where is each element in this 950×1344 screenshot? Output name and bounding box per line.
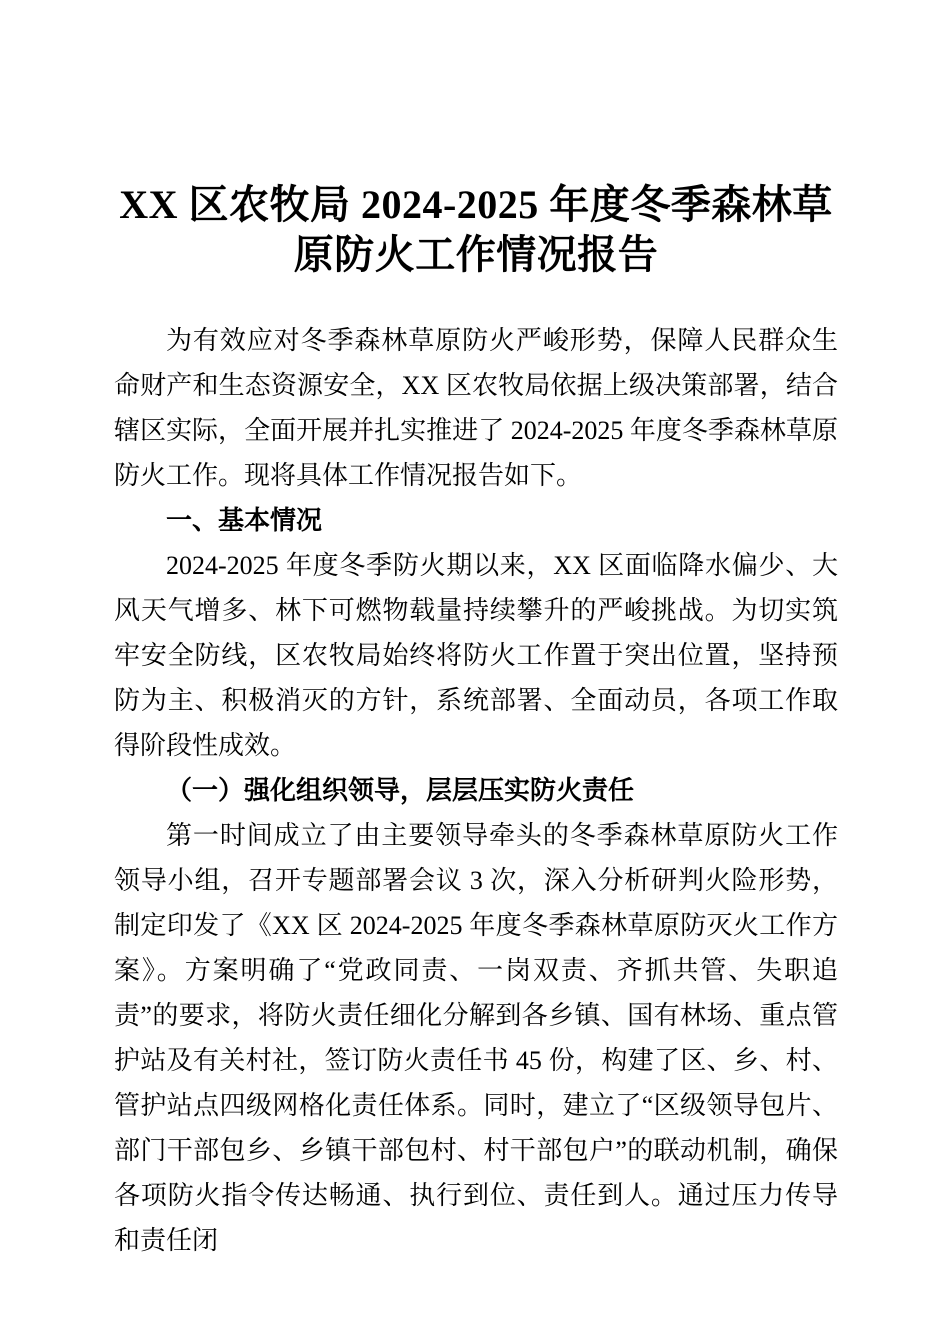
section-heading-basic-situation: 一、基本情况	[166, 506, 323, 535]
paragraph-basic-situation: 2024-2025 年度冬季防火期以来，XX 区面临降水偏少、大风天气增多、林下可燃物载量持续攀升的严峻挑战。为切实筑牢安全防线，区农牧局始终将防火工作置于突出位置，坚持预防为主、积极消灭的方针，系统部署、全面动员，各项工作取得阶段性成效。	[114, 551, 838, 760]
paragraph-organization-leadership: 第一时间成立了由主要领导牵头的冬季森林草原防火工作领导小组，召开专题部署会议 3 次，深入分析研判火险形势，制定印发了《XX 区 2024-2025 年度冬季森林草原防灭火工作方案》。方案明确了“党政同责、一岗双责、齐抓共管、失职追责”的要求，将防火责任细化分解到各乡镇、国有林场、重点管护站及有关村社，签订防火责任书 45 份，构建了区、乡、村、管护站点四级网格化责任体系。同时，建立了“区级领导包片、部门干部包乡、乡镇干部包村、村干部包户”的联动机制，确保各项防火指令传达畅通、执行到位、责任到人。通过压力传导和责任闭	[114, 821, 838, 1255]
document-body	[114, 318, 838, 1263]
document-title	[114, 180, 838, 280]
paragraph-intro: 为有效应对冬季森林草原防火严峻形势，保障人民群众生命财产和生态资源安全，XX 区农牧局依据上级决策部署，结合辖区实际，全面开展并扎实推进了 2024-2025 年度冬季森林草原防火工作。现将具体工作情况报告如下。	[114, 326, 838, 490]
document-title-line-2: 原防火工作情况报告	[293, 232, 659, 277]
document-title-line-1: XX 区农牧局 2024-2025 年度冬季森林草	[119, 182, 833, 227]
subsection-heading-organization-leadership: （一）强化组织领导，层层压实防火责任	[166, 776, 635, 805]
